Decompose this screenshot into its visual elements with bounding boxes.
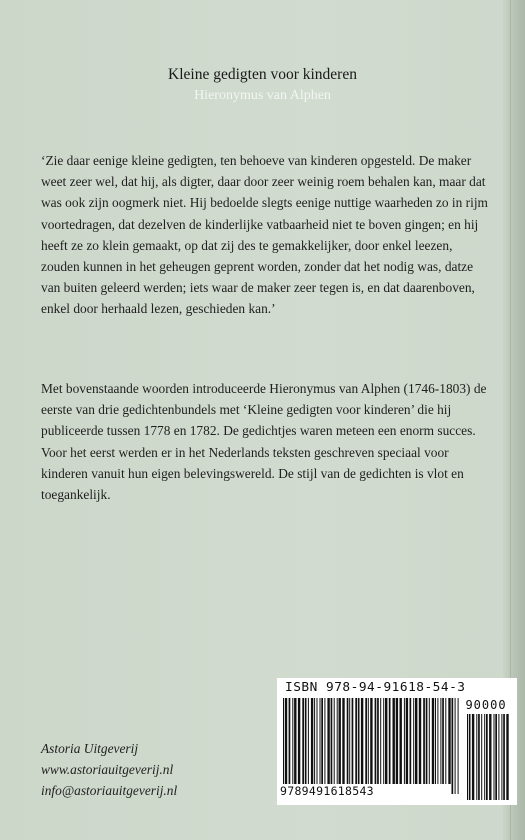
barcode-bar: [347, 698, 349, 784]
barcode-bar: [452, 698, 454, 794]
barcode-bar: [442, 698, 444, 784]
barcode-bar: [302, 698, 304, 784]
barcode-bar: [361, 698, 363, 784]
barcode-bar: [404, 698, 405, 784]
publisher-email: info@astoriauitgeverij.nl: [41, 783, 178, 798]
book-author: Hieronymus van Alphen: [194, 88, 331, 103]
barcode-bar: [426, 698, 428, 784]
barcode-bar: [342, 698, 344, 784]
isbn-label: ISBN 978-94-91618-54-3: [285, 680, 466, 695]
barcode-bar: [298, 698, 300, 784]
barcode-bar: [314, 698, 315, 784]
barcode-bar: [481, 714, 482, 800]
barcode-bar: [285, 698, 287, 794]
barcode-bar: [292, 698, 293, 784]
blurb-quote: ‘Zie daar eenige kleine gedigten, ten behoeve van kinderen opgesteld. De maker weet zeer wel, dat hij, als digter, daar door zeer weinig roem behalen kan, maar dat was ook zijn oogmerk niet. Hij bedoelde slegts eenige nuttige waarheden zo in rijm voortedragen, dat dezelven de kinderlijke vatbaarheid niet te boven gingen; en hij heeft ze zo klein gemaakt, op dat zij des te gemakkelijker, door enkel leezen, zouden kunnen in het geheugen geprent worden, zonder dat het nodig was, datze van buiten geleerd werden; iets waar de maker zeer tegen is, en dat daarenboven, enkel door herhaald lezen, geschieden kan.’: [41, 153, 488, 317]
barcode-bar: [283, 698, 284, 794]
barcode-bar: [486, 714, 488, 800]
barcode-bar: [410, 698, 412, 784]
barcode-bar: [494, 714, 495, 800]
barcode-bar: [458, 698, 459, 794]
barcode-bar: [311, 698, 313, 784]
barcode-bar: [455, 698, 456, 794]
publisher-block: [41, 738, 177, 801]
barcode-bar: [400, 698, 402, 784]
price-addon-digits: 90000: [465, 698, 507, 712]
barcode-bar: [334, 698, 335, 784]
barcode-bar: [368, 698, 369, 784]
barcode-bar: [489, 714, 491, 800]
barcode-bar: [389, 698, 391, 784]
barcode-bar: [308, 698, 309, 784]
barcode-bar: [503, 714, 505, 800]
barcode-bar: [327, 698, 329, 784]
ean-digits: 9789491618543: [280, 784, 374, 798]
barcode-bar: [419, 698, 421, 784]
barcode-bar: [448, 698, 450, 784]
barcode-bar: [478, 714, 480, 800]
barcode-bar: [385, 698, 387, 784]
barcode-bar: [370, 698, 372, 794]
blurb-description: Met bovenstaande woorden introduceerde Hieronymus van Alphen (1746-1803) de eerste van drie gedichtenbundels met ‘Kleine gedigten voor kinderen’ die hij publiceerde tussen 1778 en 1782. De gedichtjes waren meteen een enorm succes. Voor het eerst werden er in het Nederlands teksten geschreven speciaal voor kinderen vanuit hun eigen belevingswereld. De stijl van de gedichten is vlot en toegankelijk.: [41, 381, 487, 503]
barcode-bar: [355, 698, 357, 784]
barcode-bar: [331, 698, 333, 784]
barcode-bar: [506, 714, 508, 800]
barcode-bar: [484, 714, 485, 800]
barcode-bar: [437, 698, 438, 784]
barcode-bar: [339, 698, 341, 784]
barcode-bar: [501, 714, 502, 800]
barcode-bar: [305, 698, 307, 784]
price-addon-bars: [467, 714, 511, 800]
barcode-bar: [289, 698, 291, 784]
barcode-bar: [429, 698, 430, 784]
barcode-bar: [406, 698, 408, 784]
barcode-bar: [440, 698, 441, 784]
barcode-bar: [380, 698, 381, 784]
barcode-bar: [393, 698, 395, 784]
barcode-bar: [377, 698, 379, 784]
barcode-bar: [476, 714, 477, 800]
barcode-bar: [469, 714, 471, 800]
barcode-bar: [467, 714, 468, 800]
barcode-bar: [349, 698, 350, 784]
barcode-bar: [445, 698, 446, 784]
barcode-bar: [365, 698, 367, 784]
barcode-bar: [472, 714, 474, 800]
ean13-bars: [283, 698, 459, 794]
barcode-bar: [435, 698, 436, 784]
barcode-bar: [495, 714, 497, 800]
barcode-bar: [324, 698, 325, 784]
barcode-bar: [352, 698, 354, 784]
barcode-bar: [317, 698, 318, 784]
barcode-bar: [321, 698, 323, 784]
barcode-bar: [413, 698, 414, 784]
barcode-bar: [415, 698, 417, 784]
barcode-bar: [358, 698, 360, 784]
barcode-bar: [294, 698, 296, 784]
book-title: Kleine gedigten voor kinderen: [168, 66, 357, 83]
barcode-bar: [320, 698, 321, 784]
isbn-barcode: [277, 678, 517, 805]
publisher-website: www.astoriauitgeverij.nl: [41, 762, 174, 777]
barcode-bar: [396, 698, 398, 784]
publisher-name: Astoria Uitgeverij: [41, 741, 139, 756]
barcode-bar: [337, 698, 338, 784]
barcode-bar: [423, 698, 425, 784]
barcode-bar: [498, 714, 499, 800]
barcode-bar: [383, 698, 384, 784]
barcode-bar: [432, 698, 434, 784]
barcode-bar: [375, 698, 377, 784]
